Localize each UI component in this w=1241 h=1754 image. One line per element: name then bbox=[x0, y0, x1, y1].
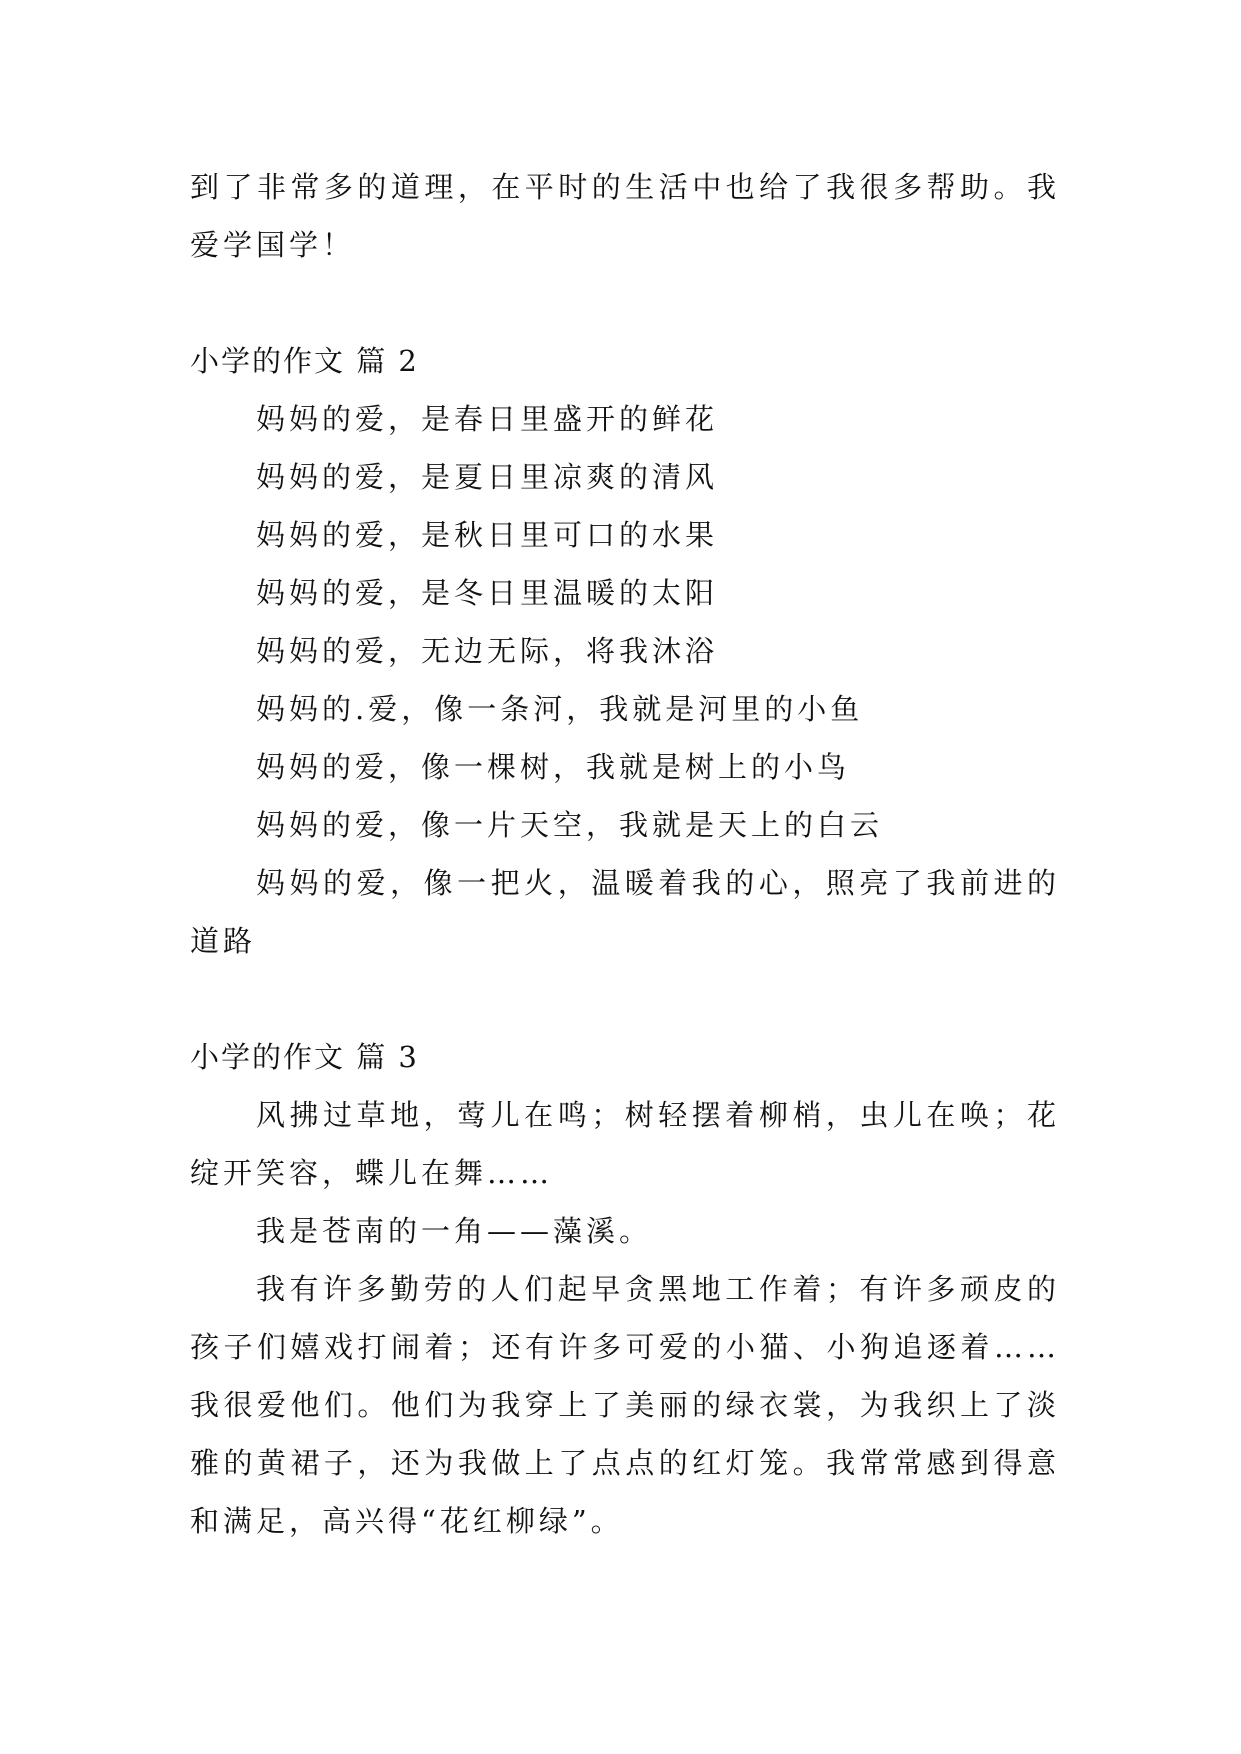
essay-2-line: 妈妈的爱，无边无际，将我沐浴 bbox=[256, 634, 719, 668]
essay-2-line: 妈妈的爱，是春日里盛开的鲜花 bbox=[256, 402, 719, 436]
paragraph-spacer bbox=[190, 274, 1060, 332]
document-body bbox=[190, 158, 1060, 1550]
intro-line: 到了非常多的道理，在平时的生活中也给了我很多帮助。我 bbox=[190, 170, 1060, 204]
essay-2-line: 妈妈的爱，是秋日里可口的水果 bbox=[256, 518, 719, 552]
essay-3-line: 我是苍南的一角——藻溪。 bbox=[256, 1214, 653, 1248]
essay-2-line: 妈妈的爱，像一棵树，我就是树上的小鸟 bbox=[256, 750, 851, 784]
essay-2-line: 道路 bbox=[190, 924, 257, 958]
essay-3-line: 和满足，高兴得“花红柳绿”。 bbox=[190, 1504, 624, 1538]
intro-line: 爱学国学！ bbox=[190, 228, 356, 262]
essay-3-line: 风拂过草地，莺儿在鸣；树轻摆着柳梢，虫儿在唤；花 bbox=[256, 1098, 1060, 1132]
essay-2-line: 妈妈的爱，像一片天空，我就是天上的白云 bbox=[256, 808, 884, 842]
essay-2-heading: 小学的作文 篇 2 bbox=[190, 344, 419, 378]
essay-2-line: 妈妈的.爱，像一条河，我就是河里的小鱼 bbox=[256, 692, 864, 726]
essay-2-line: 妈妈的爱，是夏日里凉爽的清风 bbox=[256, 460, 719, 494]
essay-3-line: 孩子们嬉戏打闹着；还有许多可爱的小猫、小狗追逐着…… bbox=[190, 1330, 1060, 1364]
essay-2-line: 妈妈的爱，是冬日里温暖的太阳 bbox=[256, 576, 719, 610]
essay-3-line: 雅的黄裙子，还为我做上了点点的红灯笼。我常常感到得意 bbox=[190, 1446, 1060, 1480]
essay-3-line: 绽开笑容，蝶儿在舞…… bbox=[190, 1156, 554, 1190]
essay-3-heading: 小学的作文 篇 3 bbox=[190, 1040, 419, 1074]
essay-3-line: 我很爱他们。他们为我穿上了美丽的绿衣裳，为我织上了淡 bbox=[190, 1388, 1060, 1422]
essay-3-line: 我有许多勤劳的人们起早贪黑地工作着；有许多顽皮的 bbox=[256, 1272, 1060, 1306]
paragraph-spacer bbox=[190, 970, 1060, 1028]
essay-2-line: 妈妈的爱，像一把火，温暖着我的心，照亮了我前进的 bbox=[256, 866, 1060, 900]
